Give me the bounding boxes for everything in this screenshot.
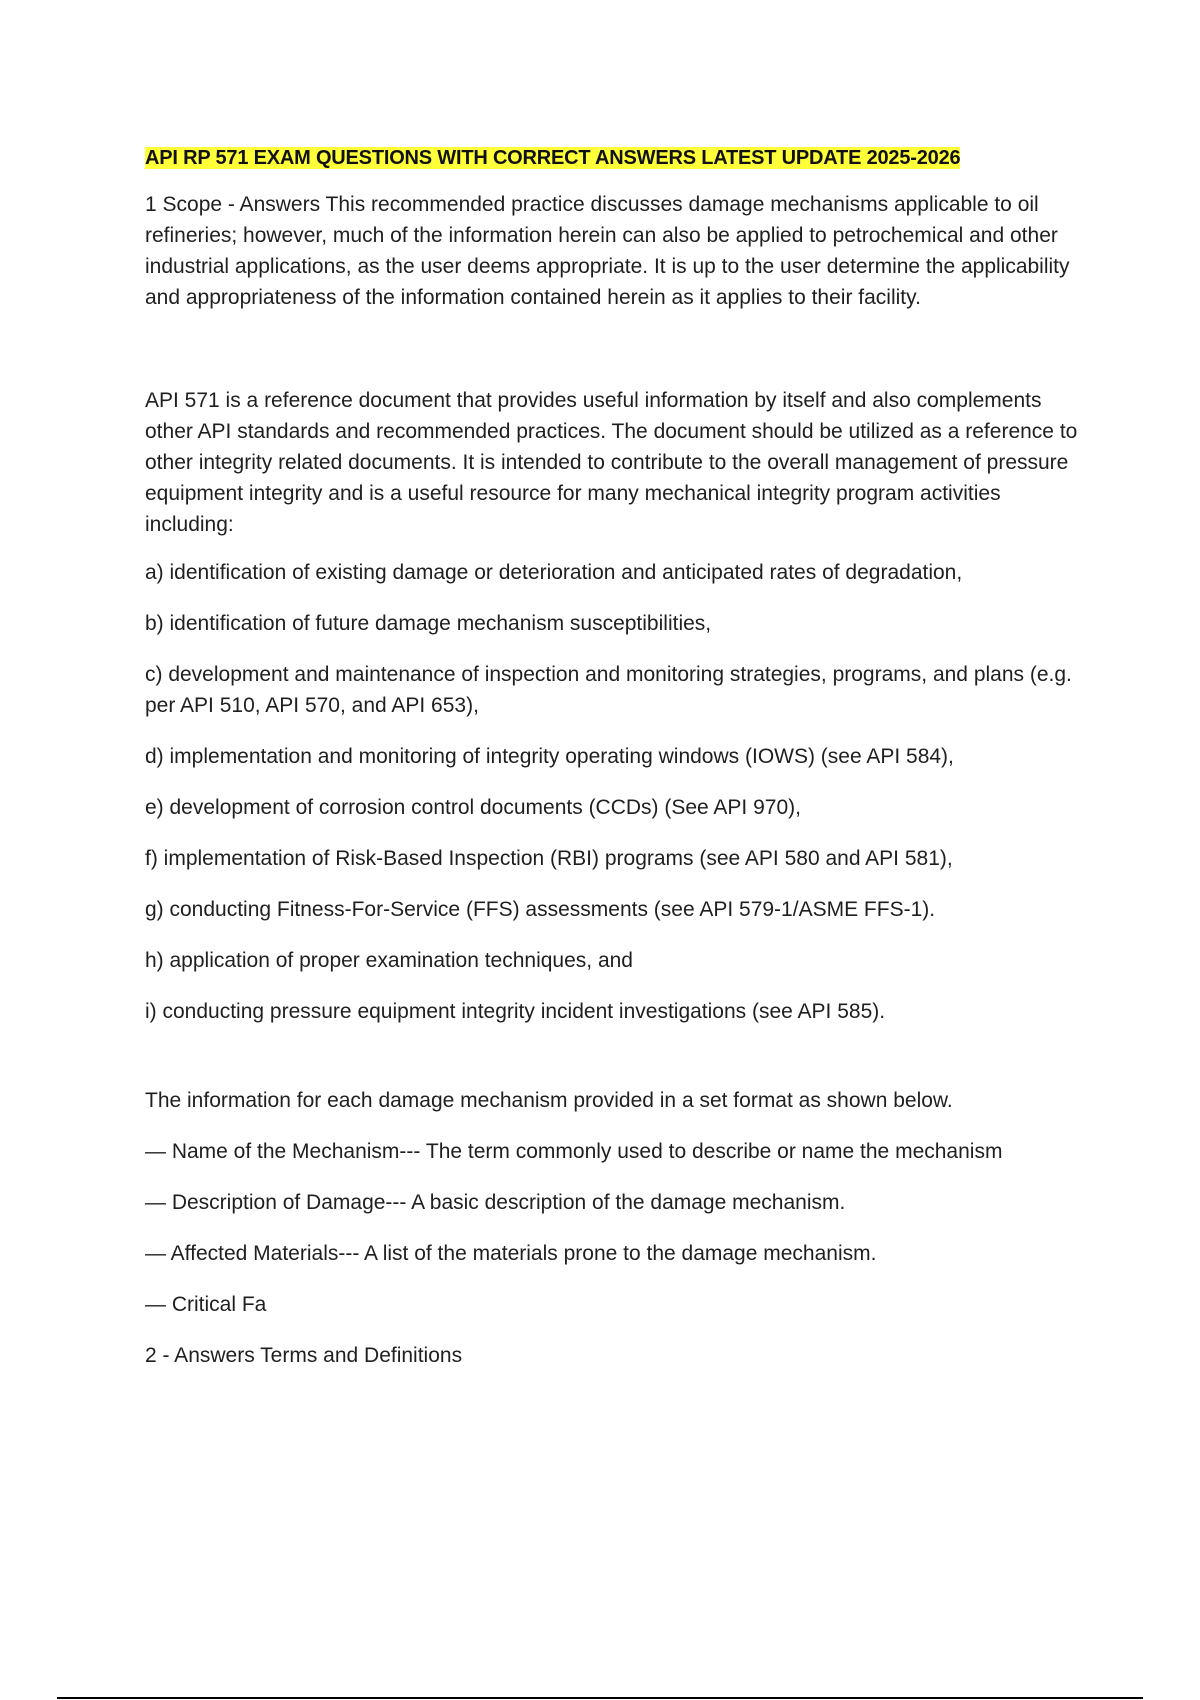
document-body bbox=[145, 143, 1090, 1371]
list-item: e) development of corrosion control documents (CCDs) (See API 970), bbox=[145, 796, 801, 819]
title-block bbox=[145, 143, 1090, 173]
list-item: — Critical Fa bbox=[145, 1293, 267, 1316]
format-paragraph: The information for each damage mechanism provided in a set format as shown below. bbox=[145, 1089, 953, 1112]
scope-paragraph: 1 Scope - Answers This recommended practice discusses damage mechanisms applicable to oil refineries; however, much of the information herein can also be applied to petrochemical and other industrial applications, as the user deems appropriate. It is up to the user determine the applicability and appropriateness of the information contained herein as it applies to their facility. bbox=[145, 193, 1070, 309]
document-title: API RP 571 EXAM QUESTIONS WITH CORRECT ANSWERS LATEST UPDATE 2025-2026 bbox=[145, 147, 961, 169]
list-item: c) development and maintenance of inspection and monitoring strategies, programs, and plans (e.g. per API 510, API 570, and API 653), bbox=[145, 663, 1072, 717]
activities-list bbox=[145, 557, 1090, 1027]
list-item: — Description of Damage--- A basic description of the damage mechanism. bbox=[145, 1191, 846, 1214]
list-item: d) implementation and monitoring of integrity operating windows (IOWS) (see API 584), bbox=[145, 745, 954, 768]
list-item: b) identification of future damage mechanism susceptibilities, bbox=[145, 612, 712, 635]
list-item: h) application of proper examination techniques, and bbox=[145, 949, 633, 972]
list-item: g) conducting Fitness-For-Service (FFS) assessments (see API 579-1/ASME FFS-1). bbox=[145, 898, 936, 921]
list-item: f) implementation of Risk-Based Inspection (RBI) programs (see API 580 and API 581), bbox=[145, 847, 953, 870]
format-list bbox=[145, 1136, 1090, 1320]
footer-divider bbox=[57, 1697, 1143, 1699]
list-item: a) identification of existing damage or deterioration and anticipated rates of degradation, bbox=[145, 561, 963, 584]
list-item: — Affected Materials--- A list of the materials prone to the damage mechanism. bbox=[145, 1242, 877, 1265]
list-item: i) conducting pressure equipment integrity incident investigations (see API 585). bbox=[145, 1000, 886, 1023]
intro-paragraph: API 571 is a reference document that provides useful information by itself and also complements other API standards and recommended practices. The document should be utilized as a reference to other integrity related documents. It is intended to contribute to the overall management of pressure equipment integrity and is a useful resource for many mechanical integrity program activities including: bbox=[145, 389, 1078, 536]
section-2-heading: 2 - Answers Terms and Definitions bbox=[145, 1344, 463, 1367]
list-item: — Name of the Mechanism--- The term commonly used to describe or name the mechanism bbox=[145, 1140, 1003, 1163]
